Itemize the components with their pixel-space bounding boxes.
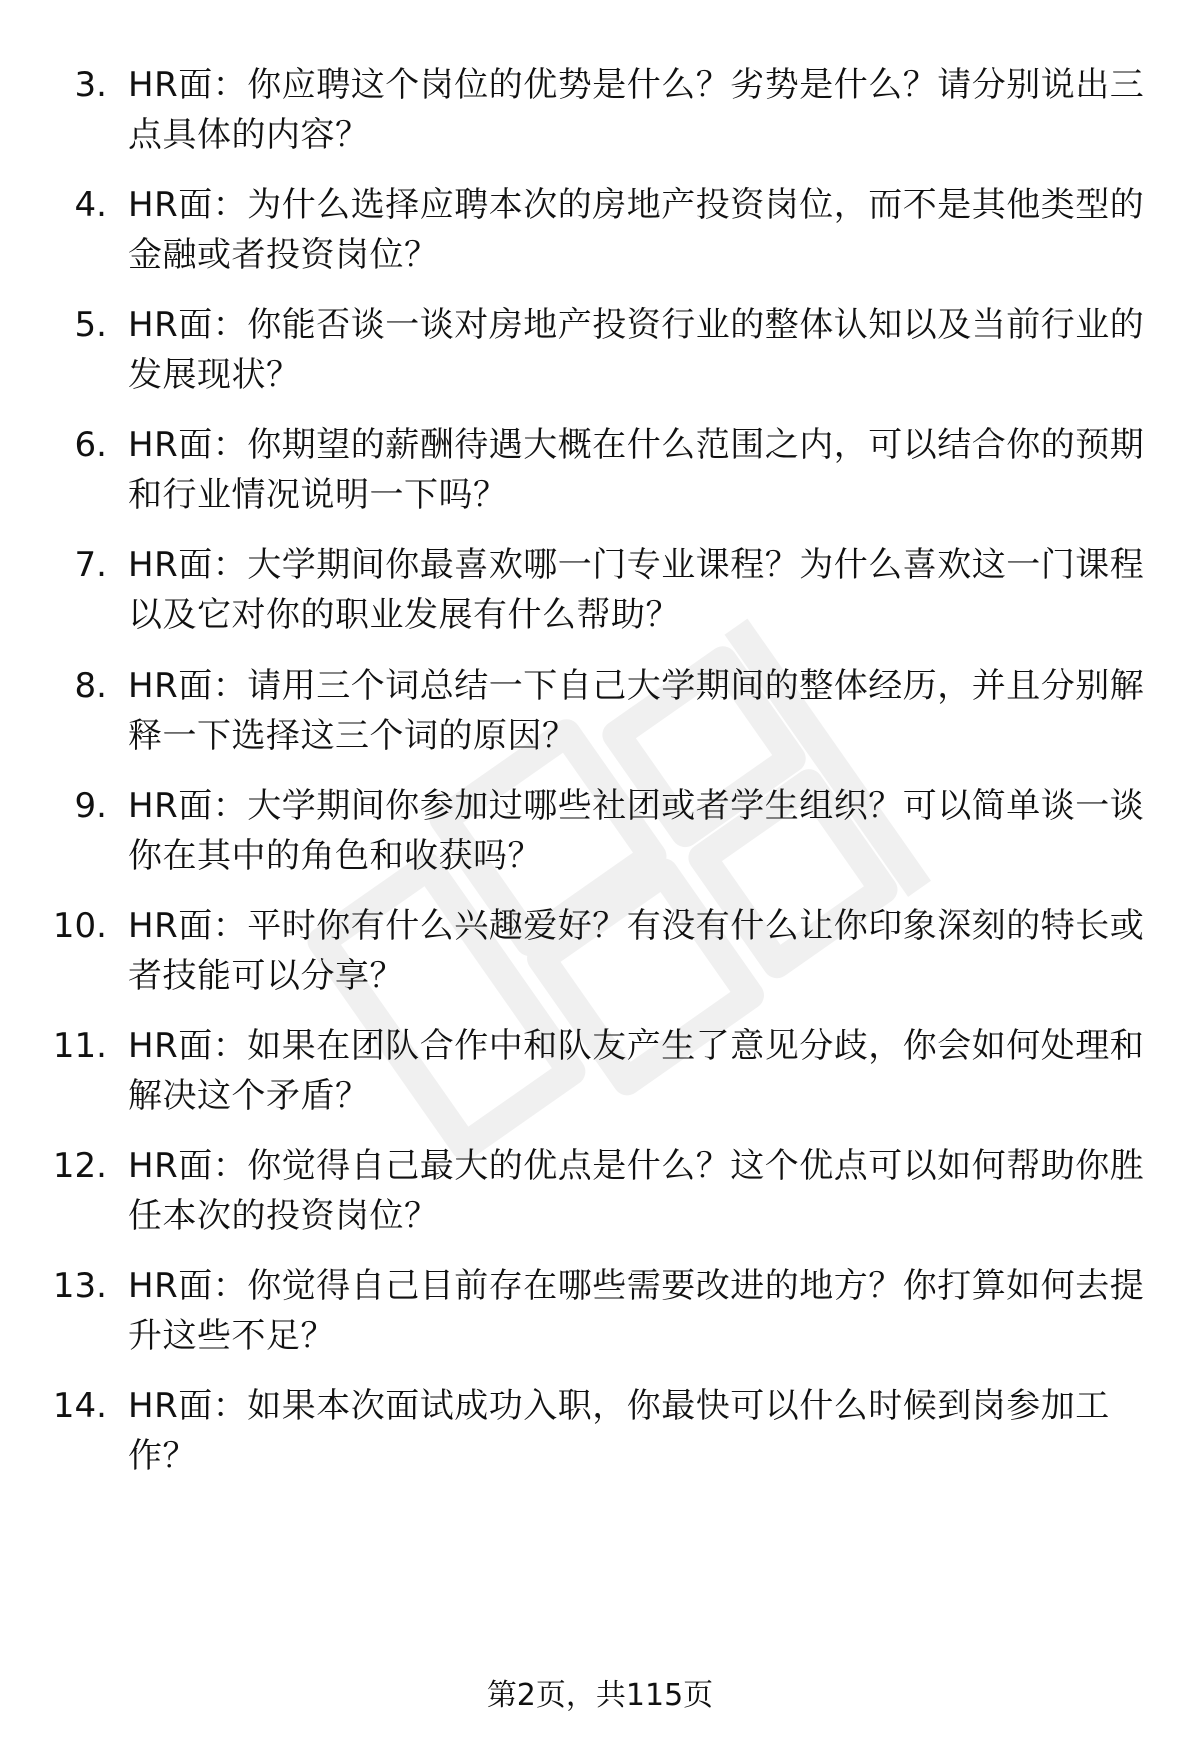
question-number: 4. <box>74 185 107 225</box>
list-item <box>0 781 1200 891</box>
question-text: HR面：你觉得自己目前存在哪些需要改进的地方？你打算如何去提升这些不足？ <box>128 1266 1145 1356</box>
question-number: 10. <box>52 906 107 946</box>
question-number: 13. <box>52 1266 107 1306</box>
question-number: 11. <box>52 1026 107 1066</box>
list-item <box>0 60 1200 170</box>
question-text: HR面：你应聘这个岗位的优势是什么？劣势是什么？请分别说出三点具体的内容？ <box>128 65 1145 155</box>
list-item <box>0 901 1200 1011</box>
question-number: 12. <box>52 1146 107 1186</box>
question-text: HR面：你期望的薪酬待遇大概在什么范围之内，可以结合你的预期和行业情况说明一下吗？ <box>128 425 1145 515</box>
question-number: 7. <box>74 545 107 585</box>
question-text: HR面：大学期间你最喜欢哪一门专业课程？为什么喜欢这一门课程以及它对你的职业发展有什么帮助？ <box>128 545 1145 635</box>
question-text: HR面：你能否谈一谈对房地产投资行业的整体认知以及当前行业的发展现状？ <box>128 305 1145 395</box>
list-item <box>0 1021 1200 1131</box>
list-item <box>0 300 1200 410</box>
page-number: 第2页，共115页 <box>486 1678 714 1713</box>
question-number: 5. <box>74 305 107 345</box>
list-item <box>0 540 1200 650</box>
question-number: 6. <box>74 425 107 465</box>
list-item <box>0 1261 1200 1371</box>
question-text: HR面：平时你有什么兴趣爱好？有没有什么让你印象深刻的特长或者技能可以分享？ <box>128 906 1145 996</box>
list-item <box>0 1381 1200 1491</box>
question-text: HR面：如果本次面试成功入职，你最快可以什么时候到岗参加工作？ <box>128 1386 1110 1476</box>
list-item <box>0 1141 1200 1251</box>
list-item <box>0 661 1200 771</box>
question-text: HR面：请用三个词总结一下自己大学期间的整体经历，并且分别解释一下选择这三个词的原因？ <box>128 666 1145 756</box>
question-number: 14. <box>52 1386 107 1426</box>
question-text: HR面：你觉得自己最大的优点是什么？这个优点可以如何帮助你胜任本次的投资岗位？ <box>128 1146 1145 1236</box>
list-item <box>0 180 1200 290</box>
question-text: HR面：如果在团队合作中和队友产生了意见分歧，你会如何处理和解决这个矛盾？ <box>128 1026 1145 1116</box>
question-number: 8. <box>74 666 107 706</box>
question-text: HR面：为什么选择应聘本次的房地产投资岗位，而不是其他类型的金融或者投资岗位？ <box>128 185 1145 275</box>
list-item <box>0 420 1200 530</box>
question-number: 3. <box>74 65 107 105</box>
question-number: 9. <box>74 786 107 826</box>
question-text: HR面：大学期间你参加过哪些社团或者学生组织？可以简单谈一谈你在其中的角色和收获吗？ <box>128 786 1145 876</box>
